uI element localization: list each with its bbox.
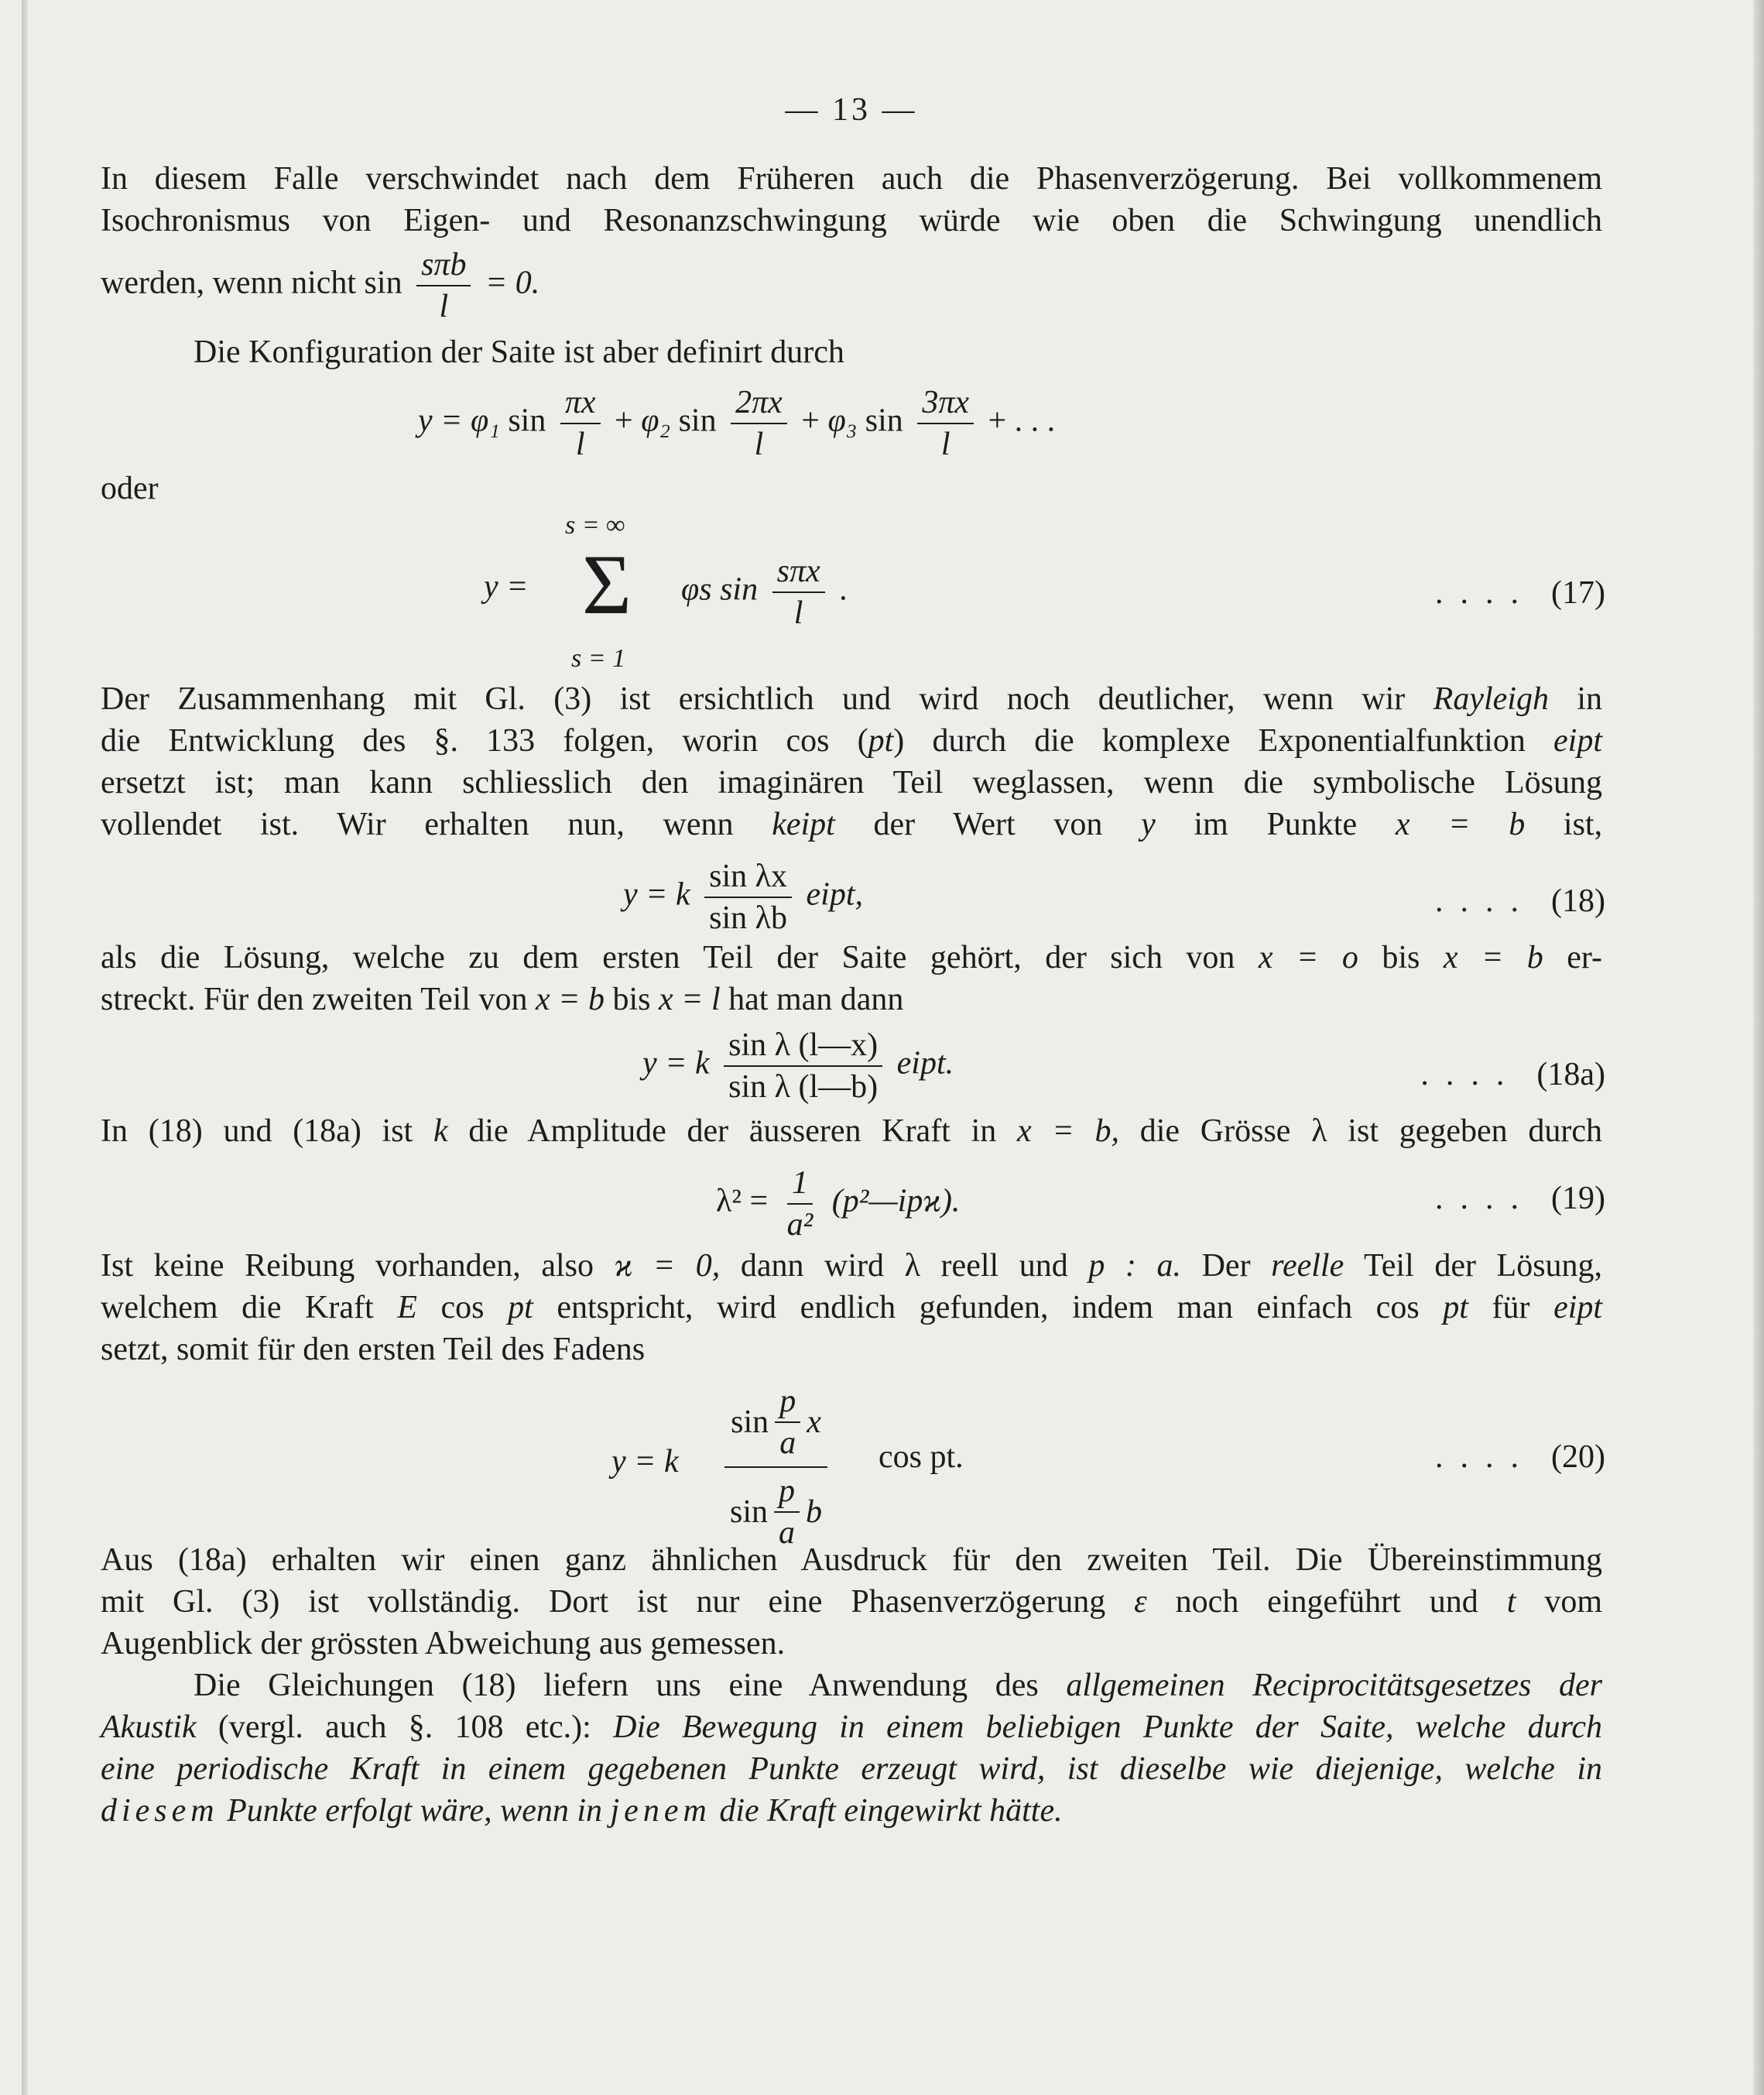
eq17-number: (17) [1551, 575, 1605, 611]
p5-l1-g: Teil der Lösung, [1364, 1248, 1603, 1284]
p3-l2-a: streckt. Für den zweiten Teil von [101, 982, 528, 1017]
eq18a-fraction [724, 1027, 882, 1106]
paragraph-5-line-3: setzt, somit für den ersten Teil des Fadens [101, 1332, 646, 1367]
line-3-prefix: werden, wenn nicht sin [101, 265, 402, 301]
eq20-rhs: cos pt. [879, 1439, 964, 1475]
p2-l1-a: Der Zusammenhang mit Gl. (3) ist ersichtlich und wird noch deutlicher, wenn wir [101, 681, 1406, 717]
eq20-den-sin: sin [730, 1494, 769, 1530]
eq18a-lhs: y = k [642, 1045, 710, 1082]
p3-l2-d: x = l [658, 982, 721, 1017]
p7-l1-a: Die Gleichungen (18) liefern uns eine Anwendung des [194, 1668, 1039, 1703]
p2-l4-a: vollendet ist. Wir erhalten nun, wenn [101, 807, 734, 842]
eq20-den-a: a [779, 1515, 796, 1551]
p5-l2-a: welchem die Kraft [101, 1290, 374, 1325]
paragraph-2-line-2 [101, 720, 1602, 762]
p5-l1-d: p : a. [1088, 1248, 1181, 1284]
p5-l2-f: pt [1443, 1290, 1468, 1325]
phi-1: φ₁ [470, 403, 500, 439]
eq19-dots: .... [1435, 1181, 1536, 1216]
p5-l2-e: entspricht, wird endlich gefunden, indem man einfach cos [557, 1290, 1420, 1325]
paragraph-5-line-1 [101, 1245, 1602, 1287]
p4-a: In (18) und (18a) ist [101, 1113, 413, 1149]
p7-l4-c: jenem [610, 1793, 711, 1829]
fraction-pix-over-l [560, 384, 601, 463]
p2-l4-c: der Wert von [873, 807, 1103, 842]
fraction-spib-over-l [416, 246, 471, 325]
p5-l1-c: dann wird λ reell und [740, 1248, 1068, 1284]
eq18a-dots: .... [1420, 1057, 1522, 1092]
p4-c: die Amplitude der äusseren Kraft in [468, 1113, 997, 1149]
eq18a-number: (18a) [1536, 1057, 1605, 1092]
p2-l4-d: y [1141, 807, 1156, 842]
page-edge-right [1753, 0, 1764, 2095]
denominator-2: l [754, 427, 764, 462]
p5-l2-h: eipt [1553, 1290, 1603, 1325]
p2-l2-c: ) durch die komplexe Exponentialfunktion [893, 723, 1526, 759]
eq17-period: . [839, 571, 848, 608]
denominator-1: l [575, 427, 585, 462]
page-edge-left [22, 0, 28, 2095]
eq18-numerator: sin λx [704, 858, 792, 898]
p3-l1-b: x = o [1258, 940, 1358, 975]
p6-l2-b: ε [1134, 1584, 1147, 1620]
eq19-rhs: (p²—ipϰ). [831, 1183, 961, 1219]
eq19 [716, 1164, 960, 1243]
p4-b: k [433, 1113, 448, 1149]
paragraph-6-line-3: Augenblick der grössten Abweichung aus gemessen. [101, 1626, 786, 1661]
eq17-phi-sin: φs sin [681, 571, 759, 608]
fraction-numerator: sπb [416, 246, 471, 286]
eq18-denominator: sin λb [709, 900, 788, 936]
paragraph-1-line-1: In diesem Falle verschwindet nach dem Früheren auch die Phasenverzögerung. Bei vollkommenem [101, 161, 1602, 197]
plus-2: + [801, 403, 820, 439]
p7-l4-b: Punkte erfolgt wäre, wenn in [227, 1793, 603, 1829]
p5-l2-c: cos [440, 1290, 485, 1325]
paragraph-3-line-2 [101, 979, 1602, 1020]
paragraph-2-line-3: ersetzt ist; man kann schliesslich den imaginären Teil weglassen, wenn die symbolische Lösung [101, 765, 1602, 801]
p3-l1-e: er- [1567, 940, 1603, 975]
eq20-num-sin: sin [731, 1404, 769, 1440]
p5-l1-e: Der [1201, 1248, 1251, 1284]
paragraph-1-line-2: Isochronismus von Eigen- und Resonanzschwingung würde wie oben die Schwingung unendlich [101, 203, 1602, 238]
p7-l4-d: die Kraft eingewirkt hätte. [719, 1793, 1063, 1829]
p4-e: die Grösse λ ist gegeben durch [1139, 1113, 1603, 1149]
p6-l2-d: t [1506, 1584, 1516, 1620]
p7-l4-a: diesem [101, 1793, 219, 1829]
p3-l1-c: bis [1382, 940, 1420, 975]
paragraph-7-line-3: eine periodische Kraft in einem gegebenen Punkte erzeugt wird, ist dieselbe wie diejenige, welche in [101, 1751, 1602, 1787]
sin-1: sin [508, 403, 546, 439]
p5-l2-d: pt [508, 1290, 533, 1325]
paragraph-2-line-4 [101, 804, 1602, 845]
sum-upper-limit: s = ∞ [565, 511, 625, 540]
fraction-spix-over-l [772, 553, 825, 632]
konfiguration-line: Die Konfiguration der Saite ist aber definirt durch [194, 334, 844, 370]
oder-line: oder [101, 471, 159, 506]
p2-rayleigh: Rayleigh [1433, 681, 1549, 717]
eq17-dots: .... [1435, 575, 1536, 611]
eq20-lhs: y = k [611, 1444, 679, 1480]
p6-l2-c: noch eingeführt und [1175, 1584, 1478, 1620]
eq18a-denominator: sin λ (l—b) [728, 1069, 879, 1105]
eq20-fraction [724, 1383, 828, 1552]
series-lhs: y = [418, 403, 463, 439]
p3-l1-a: als die Lösung, welche zu dem ersten Teil der Saite gehört, der sich von [101, 940, 1235, 975]
paragraph-7-line-1 [101, 1665, 1602, 1706]
eq19-denominator: a² [786, 1207, 813, 1243]
p2-l2-pt: pt [868, 723, 894, 759]
sin-3: sin [865, 403, 903, 439]
p5-l1-f: reelle [1271, 1248, 1344, 1284]
eq20-number: (20) [1551, 1439, 1605, 1475]
eq20-num-p: p [775, 1383, 800, 1423]
eq19-number: (19) [1551, 1181, 1605, 1216]
p3-l2-c: bis [612, 982, 651, 1017]
eq17-denominator: l [793, 595, 803, 631]
eq18a [642, 1027, 954, 1106]
p2-l4-e: im Punkte [1194, 807, 1358, 842]
numerator-3: 3πx [917, 384, 974, 424]
p5-l2-g: für [1492, 1290, 1530, 1325]
fraction-denominator: l [439, 289, 449, 324]
p7-l2-b: (vergl. auch §. 108 etc.): [218, 1709, 591, 1745]
paragraph-1-line-3 [101, 246, 539, 325]
fraction-3pix-over-l [917, 384, 974, 463]
eq20-num-a: a [779, 1425, 796, 1461]
eq18-rhs: eipt, [806, 876, 863, 913]
eq19-label [1435, 1180, 1605, 1217]
line-3-suffix: = 0. [485, 265, 540, 301]
p3-l2-b: x = b [535, 982, 605, 1017]
eq20-den-b: b [806, 1494, 823, 1530]
eq20-label [1435, 1438, 1605, 1476]
fraction-2pix-over-l [731, 384, 787, 463]
p6-l2-a: mit Gl. (3) ist vollständig. Dort ist nur eine Phasenverzögerung [101, 1584, 1106, 1620]
eq20-dots: .... [1435, 1439, 1536, 1475]
p2-l4-g: ist, [1563, 807, 1603, 842]
paragraph-6-line-1: Aus (18a) erhalten wir einen ganz ähnlichen Ausdruck für den zweiten Teil. Die Übereinstimmung [101, 1542, 1602, 1578]
paragraph-6-line-2 [101, 1581, 1602, 1623]
p2-l2-a: die Entwicklung des §. 133 folgen, worin cos ( [101, 723, 868, 759]
phi-3: φ₃ [827, 403, 858, 439]
sin-2: sin [678, 403, 717, 439]
p5-l1-a: Ist keine Reibung vorhanden, also [101, 1248, 594, 1284]
series-tail: + . . . [988, 403, 1056, 439]
p5-l2-b: E [397, 1290, 417, 1325]
eq18-number: (18) [1551, 883, 1605, 919]
eq18-label [1435, 883, 1605, 920]
sigma-symbol: Σ [582, 537, 632, 632]
denominator-3: l [940, 427, 951, 462]
p2-l1-c: in [1577, 681, 1603, 717]
paragraph-7-line-4 [101, 1790, 1602, 1832]
p7-l1-b: allgemeinen Reciprocitätsgesetzes der [1066, 1668, 1603, 1703]
p7-l2-a: Akustik [101, 1709, 197, 1745]
eq20-den-p: p [774, 1473, 800, 1513]
eq19-numerator: 1 [787, 1164, 813, 1205]
eq19-lhs: λ² = [716, 1183, 769, 1219]
eq18a-rhs: eipt. [896, 1045, 954, 1082]
eq18a-label [1420, 1056, 1605, 1093]
eq18 [623, 858, 863, 937]
p6-l2-e: vom [1544, 1584, 1602, 1620]
plus-1: + [615, 403, 633, 439]
phi-2: φ₂ [641, 403, 671, 439]
p3-l1-d: x = b [1443, 940, 1543, 975]
eq20-num-x: x [807, 1404, 821, 1440]
eq20-numerator [724, 1383, 827, 1468]
numerator-1: πx [560, 384, 601, 424]
eq17-label [1435, 574, 1605, 612]
p2-l2-exp: eipt [1553, 723, 1603, 759]
eq19-fraction [783, 1164, 818, 1243]
eq17-numerator: sπx [772, 553, 825, 593]
paragraph-5-line-2 [101, 1287, 1602, 1329]
p2-l4-b: keipt [772, 807, 835, 842]
series-equation [418, 384, 1055, 463]
p2-l4-f: x = b [1395, 807, 1526, 842]
p7-l2-c: Die Bewegung in einem beliebigen Punkte der Saite, welche durch [613, 1709, 1603, 1745]
paragraph-4 [101, 1110, 1602, 1152]
paragraph-2-line-1 [101, 678, 1602, 720]
eq18-fraction [704, 858, 792, 937]
eq18-dots: .... [1435, 883, 1536, 919]
eq18a-numerator: sin λ (l—x) [724, 1027, 882, 1067]
sum-lower-limit: s = 1 [571, 644, 626, 673]
numerator-2: 2πx [731, 384, 787, 424]
eq18-lhs: y = k [623, 876, 690, 913]
eq20-num-p-over-a [775, 1383, 800, 1462]
p4-d: x = b, [1017, 1113, 1119, 1149]
p3-l2-e: hat man dann [728, 982, 904, 1017]
page-number: — 13 — [785, 92, 918, 128]
paragraph-3-line-1 [101, 937, 1602, 979]
eq17-term [681, 553, 848, 632]
paragraph-7-line-2 [101, 1706, 1602, 1748]
p5-l1-b: ϰ = 0, [614, 1248, 721, 1284]
eq17-lhs: y = [484, 569, 529, 605]
